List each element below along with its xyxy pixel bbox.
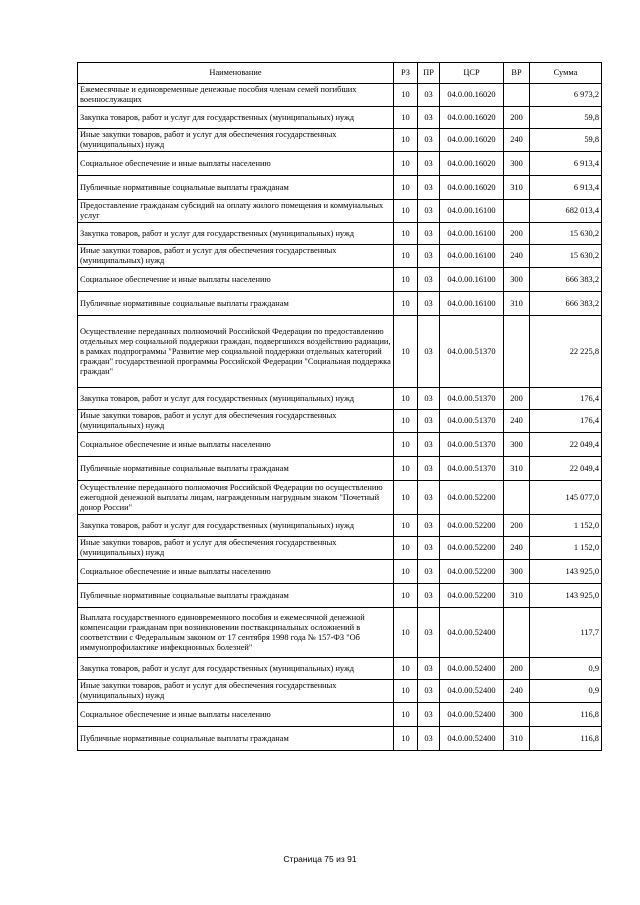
table-row [78, 152, 602, 176]
row-name-cell: Осуществление переданных полномочий Российской Федерации по предоставлению отдельных мер социальной поддержки граждан, подвергшихся воздействию радиации, в рамках подпрограммы "Развитие мер социальной поддержки отдельных категорий граждан" государственной программы Российской Федерации "Социальная поддержка граждан" [78, 316, 394, 388]
table-row [78, 658, 602, 680]
row-csr-cell: 04.0.00.52400 [440, 658, 504, 680]
row-sum-cell: 145 077,0 [530, 481, 602, 515]
row-sum-cell: 6 913,4 [530, 176, 602, 200]
row-name-cell: Иные закупки товаров, работ и услуг для обеспечения государственных (муниципальных) нужд [78, 245, 394, 268]
row-rz-cell: 10 [394, 107, 418, 129]
row-rz-cell: 10 [394, 433, 418, 457]
table-row [78, 388, 602, 410]
row-sum-cell: 666 383,2 [530, 292, 602, 316]
header-rz: РЗ [394, 63, 418, 84]
row-name-cell: Закупка товаров, работ и услуг для государственных (муниципальных) нужд [78, 388, 394, 410]
row-pr-cell: 03 [418, 515, 440, 537]
row-rz-cell: 10 [394, 481, 418, 515]
table-row [78, 703, 602, 727]
table-row [78, 584, 602, 608]
row-vr-cell: 200 [504, 515, 530, 537]
row-pr-cell: 03 [418, 703, 440, 727]
table-row [78, 537, 602, 560]
row-name-cell: Социальное обеспечение и иные выплаты населению [78, 703, 394, 727]
row-csr-cell: 04.0.00.51370 [440, 388, 504, 410]
table-row [78, 316, 602, 388]
table-row [78, 727, 602, 751]
row-rz-cell: 10 [394, 537, 418, 560]
table-row [78, 680, 602, 703]
row-csr-cell: 04.0.00.16020 [440, 152, 504, 176]
row-csr-cell: 04.0.00.16100 [440, 200, 504, 223]
row-vr-cell: 300 [504, 152, 530, 176]
row-vr-cell: 300 [504, 268, 530, 292]
row-pr-cell: 03 [418, 84, 440, 107]
row-sum-cell: 682 013,4 [530, 200, 602, 223]
row-vr-cell: 310 [504, 176, 530, 200]
row-pr-cell: 03 [418, 457, 440, 481]
row-name-cell: Закупка товаров, работ и услуг для государственных (муниципальных) нужд [78, 658, 394, 680]
row-sum-cell: 117,7 [530, 608, 602, 658]
row-sum-cell: 22 049,4 [530, 433, 602, 457]
row-sum-cell: 6 913,4 [530, 152, 602, 176]
table-row [78, 560, 602, 584]
header-pr: ПР [418, 63, 440, 84]
row-vr-cell: 240 [504, 537, 530, 560]
row-sum-cell: 6 973,2 [530, 84, 602, 107]
row-name-cell: Осуществление переданного полномочия Российской Федерации по осуществлению ежегодной денежной выплаты лицам, награжденным нагрудным знаком "Почетный донор России" [78, 481, 394, 515]
row-rz-cell: 10 [394, 560, 418, 584]
row-pr-cell: 03 [418, 658, 440, 680]
row-csr-cell: 04.0.00.51370 [440, 410, 504, 433]
row-csr-cell: 04.0.00.16100 [440, 268, 504, 292]
row-pr-cell: 03 [418, 223, 440, 245]
row-sum-cell: 116,8 [530, 727, 602, 751]
table-row [78, 292, 602, 316]
row-pr-cell: 03 [418, 292, 440, 316]
row-vr-cell [504, 84, 530, 107]
table-row [78, 223, 602, 245]
row-csr-cell: 04.0.00.16020 [440, 176, 504, 200]
row-name-cell: Предоставление гражданам субсидий на оплату жилого помещения и коммунальных услуг [78, 200, 394, 223]
table-row [78, 245, 602, 268]
row-vr-cell [504, 200, 530, 223]
row-vr-cell [504, 316, 530, 388]
row-vr-cell: 200 [504, 658, 530, 680]
table-row [78, 433, 602, 457]
row-rz-cell: 10 [394, 388, 418, 410]
row-pr-cell: 03 [418, 560, 440, 584]
row-name-cell: Публичные нормативные социальные выплаты гражданам [78, 584, 394, 608]
page-number: Страница 75 из 91 [283, 854, 357, 864]
row-name-cell: Закупка товаров, работ и услуг для государственных (муниципальных) нужд [78, 107, 394, 129]
table-body [78, 84, 602, 751]
row-pr-cell: 03 [418, 410, 440, 433]
row-name-cell: Иные закупки товаров, работ и услуг для обеспечения государственных (муниципальных) нужд [78, 537, 394, 560]
row-rz-cell: 10 [394, 457, 418, 481]
row-sum-cell: 176,4 [530, 388, 602, 410]
header-csr: ЦСР [440, 63, 504, 84]
row-csr-cell: 04.0.00.52200 [440, 537, 504, 560]
row-name-cell: Социальное обеспечение и иные выплаты населению [78, 268, 394, 292]
row-vr-cell: 310 [504, 457, 530, 481]
row-sum-cell: 176,4 [530, 410, 602, 433]
row-pr-cell: 03 [418, 433, 440, 457]
row-name-cell: Социальное обеспечение и иные выплаты населению [78, 560, 394, 584]
row-rz-cell: 10 [394, 176, 418, 200]
row-sum-cell: 143 925,0 [530, 560, 602, 584]
row-sum-cell: 666 383,2 [530, 268, 602, 292]
table-row [78, 481, 602, 515]
table-row [78, 200, 602, 223]
table-row [78, 176, 602, 200]
row-pr-cell: 03 [418, 268, 440, 292]
row-sum-cell: 116,8 [530, 703, 602, 727]
row-name-cell: Публичные нормативные социальные выплаты гражданам [78, 727, 394, 751]
row-csr-cell: 04.0.00.16100 [440, 223, 504, 245]
row-pr-cell: 03 [418, 107, 440, 129]
row-vr-cell: 300 [504, 560, 530, 584]
row-csr-cell: 04.0.00.51370 [440, 457, 504, 481]
row-name-cell: Выплата государственного единовременного пособия и ежемесячной денежной компенсации гражданам при возникновении поствакцинальных осложнений в соответствии с Федеральным законом от 17 сентября 1998 года № 157-ФЗ "Об иммунопрофилактике инфекционных болезней" [78, 608, 394, 658]
row-name-cell: Закупка товаров, работ и услуг для государственных (муниципальных) нужд [78, 223, 394, 245]
row-sum-cell: 22 225,8 [530, 316, 602, 388]
row-rz-cell: 10 [394, 316, 418, 388]
row-rz-cell: 10 [394, 658, 418, 680]
row-vr-cell: 200 [504, 223, 530, 245]
row-name-cell: Публичные нормативные социальные выплаты гражданам [78, 457, 394, 481]
row-sum-cell: 59,8 [530, 107, 602, 129]
row-csr-cell: 04.0.00.52200 [440, 481, 504, 515]
row-rz-cell: 10 [394, 245, 418, 268]
row-csr-cell: 04.0.00.16020 [440, 107, 504, 129]
row-vr-cell [504, 481, 530, 515]
row-pr-cell: 03 [418, 584, 440, 608]
row-rz-cell: 10 [394, 703, 418, 727]
row-vr-cell: 200 [504, 107, 530, 129]
row-vr-cell [504, 608, 530, 658]
row-csr-cell: 04.0.00.52200 [440, 584, 504, 608]
row-vr-cell: 310 [504, 584, 530, 608]
row-rz-cell: 10 [394, 410, 418, 433]
header-sum: Сумма [530, 63, 602, 84]
row-rz-cell: 10 [394, 152, 418, 176]
row-pr-cell: 03 [418, 680, 440, 703]
row-pr-cell: 03 [418, 200, 440, 223]
table-row [78, 268, 602, 292]
row-name-cell: Публичные нормативные социальные выплаты гражданам [78, 292, 394, 316]
table-row [78, 410, 602, 433]
row-sum-cell: 1 152,0 [530, 515, 602, 537]
row-name-cell: Иные закупки товаров, работ и услуг для обеспечения государственных (муниципальных) нужд [78, 680, 394, 703]
row-sum-cell: 0,9 [530, 658, 602, 680]
table-row [78, 129, 602, 152]
row-rz-cell: 10 [394, 129, 418, 152]
table-row [78, 457, 602, 481]
row-rz-cell: 10 [394, 268, 418, 292]
row-pr-cell: 03 [418, 608, 440, 658]
row-rz-cell: 10 [394, 727, 418, 751]
row-pr-cell: 03 [418, 727, 440, 751]
row-name-cell: Социальное обеспечение и иные выплаты населению [78, 152, 394, 176]
row-csr-cell: 04.0.00.52200 [440, 515, 504, 537]
row-name-cell: Социальное обеспечение и иные выплаты населению [78, 433, 394, 457]
row-rz-cell: 10 [394, 608, 418, 658]
row-pr-cell: 03 [418, 176, 440, 200]
row-name-cell: Публичные нормативные социальные выплаты гражданам [78, 176, 394, 200]
row-sum-cell: 1 152,0 [530, 537, 602, 560]
table-row [78, 84, 602, 107]
row-csr-cell: 04.0.00.51370 [440, 316, 504, 388]
row-vr-cell: 240 [504, 245, 530, 268]
row-rz-cell: 10 [394, 200, 418, 223]
row-vr-cell: 240 [504, 680, 530, 703]
row-pr-cell: 03 [418, 481, 440, 515]
row-csr-cell: 04.0.00.52400 [440, 680, 504, 703]
row-csr-cell: 04.0.00.52400 [440, 727, 504, 751]
row-csr-cell: 04.0.00.52400 [440, 703, 504, 727]
table-header-row [78, 63, 602, 84]
row-pr-cell: 03 [418, 388, 440, 410]
row-csr-cell: 04.0.00.52400 [440, 608, 504, 658]
row-rz-cell: 10 [394, 292, 418, 316]
row-sum-cell: 22 049,4 [530, 457, 602, 481]
row-csr-cell: 04.0.00.51370 [440, 433, 504, 457]
row-vr-cell: 240 [504, 410, 530, 433]
row-vr-cell: 300 [504, 433, 530, 457]
row-vr-cell: 310 [504, 727, 530, 751]
row-csr-cell: 04.0.00.16100 [440, 292, 504, 316]
row-pr-cell: 03 [418, 316, 440, 388]
row-sum-cell: 15 630,2 [530, 223, 602, 245]
row-sum-cell: 59,8 [530, 129, 602, 152]
row-vr-cell: 300 [504, 703, 530, 727]
row-pr-cell: 03 [418, 152, 440, 176]
header-name: Наименование [78, 63, 394, 84]
row-vr-cell: 240 [504, 129, 530, 152]
row-rz-cell: 10 [394, 223, 418, 245]
table-row [78, 608, 602, 658]
row-rz-cell: 10 [394, 680, 418, 703]
table-row [78, 515, 602, 537]
row-pr-cell: 03 [418, 537, 440, 560]
row-csr-cell: 04.0.00.16020 [440, 84, 504, 107]
row-name-cell: Закупка товаров, работ и услуг для государственных (муниципальных) нужд [78, 515, 394, 537]
row-pr-cell: 03 [418, 129, 440, 152]
row-csr-cell: 04.0.00.16020 [440, 129, 504, 152]
row-sum-cell: 143 925,0 [530, 584, 602, 608]
budget-table [77, 62, 602, 751]
header-vr: ВР [504, 63, 530, 84]
row-vr-cell: 310 [504, 292, 530, 316]
row-sum-cell: 15 630,2 [530, 245, 602, 268]
row-csr-cell: 04.0.00.16100 [440, 245, 504, 268]
row-name-cell: Иные закупки товаров, работ и услуг для обеспечения государственных (муниципальных) нужд [78, 410, 394, 433]
row-name-cell: Иные закупки товаров, работ и услуг для обеспечения государственных (муниципальных) нужд [78, 129, 394, 152]
row-pr-cell: 03 [418, 245, 440, 268]
table-row [78, 107, 602, 129]
row-sum-cell: 0,9 [530, 680, 602, 703]
row-rz-cell: 10 [394, 584, 418, 608]
row-csr-cell: 04.0.00.52200 [440, 560, 504, 584]
row-name-cell: Ежемесячные и единовременные денежные пособия членам семей погибших военнослужащих [78, 84, 394, 107]
row-vr-cell: 200 [504, 388, 530, 410]
row-rz-cell: 10 [394, 515, 418, 537]
row-rz-cell: 10 [394, 84, 418, 107]
